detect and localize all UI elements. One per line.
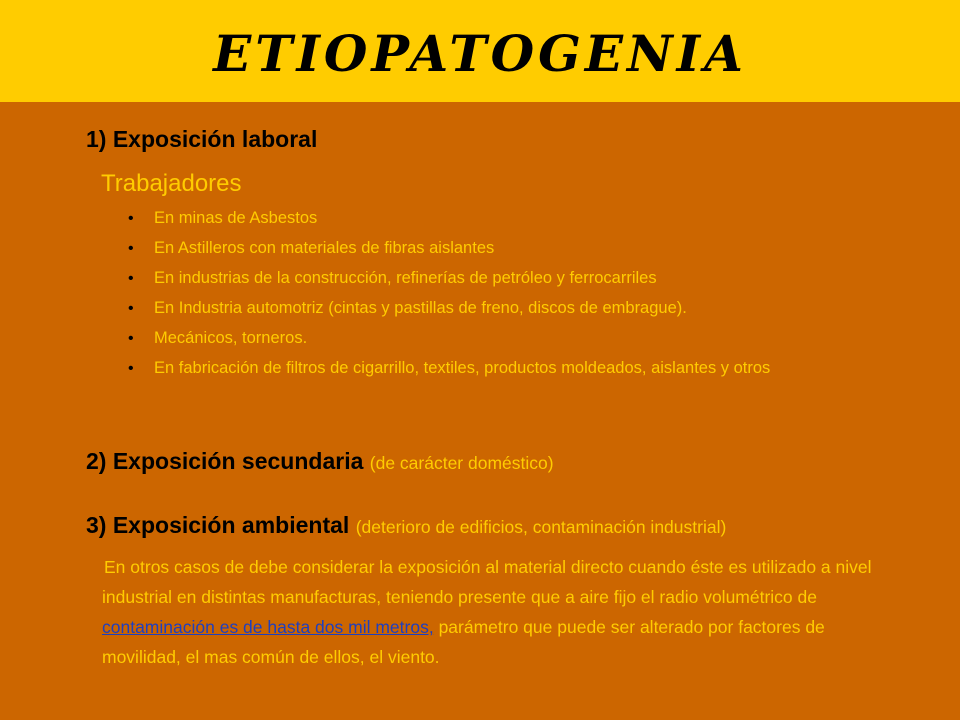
bullet-item: • En fabricación de filtros de cigarrillo, textiles, productos moldeados, aislantes y otros: [128, 358, 888, 379]
section2-note: (de carácter doméstico): [369, 453, 554, 473]
section1-heading: 1) Exposición laboral: [86, 126, 318, 152]
section3-note: (deterioro de edificios, contaminación industrial): [355, 517, 727, 537]
section2: [86, 448, 554, 475]
bullet-list: [128, 208, 888, 388]
bullet-item: • En minas de Asbestos: [128, 208, 888, 229]
bullet-item: • En industrias de la construcción, refinerías de petróleo y ferrocarriles: [128, 268, 888, 289]
bullet-item: • Mecánicos, torneros.: [128, 328, 888, 349]
section3-heading: 3) Exposición ambiental: [86, 512, 350, 538]
title-bar: [0, 0, 960, 102]
body-paragraph: [102, 552, 902, 672]
section2-heading: 2) Exposición secundaria: [86, 448, 364, 474]
slide-title: ETIOPATOGENIA: [213, 23, 747, 83]
slide-content: [0, 102, 960, 720]
section3: [86, 512, 726, 539]
contamination-link[interactable]: contaminación es de hasta dos mil metros,: [102, 617, 434, 637]
bullet-item: • En Industria automotriz (cintas y pastillas de freno, discos de embrague).: [128, 298, 888, 319]
paragraph-text-before: En otros casos de debe considerar la exposición al material directo cuando éste es utilizado a nivel industrial en distintas manufacturas, teniendo presente que a aire fijo el radio volumétrico de: [102, 557, 872, 607]
bullet-item: • En Astilleros con materiales de fibras aislantes: [128, 238, 888, 259]
section1-subheading: Trabajadores: [101, 170, 242, 197]
paragraph-text-after: parámetro que puede ser alterado por factores de movilidad, el mas común de ellos, el viento.: [102, 617, 825, 667]
